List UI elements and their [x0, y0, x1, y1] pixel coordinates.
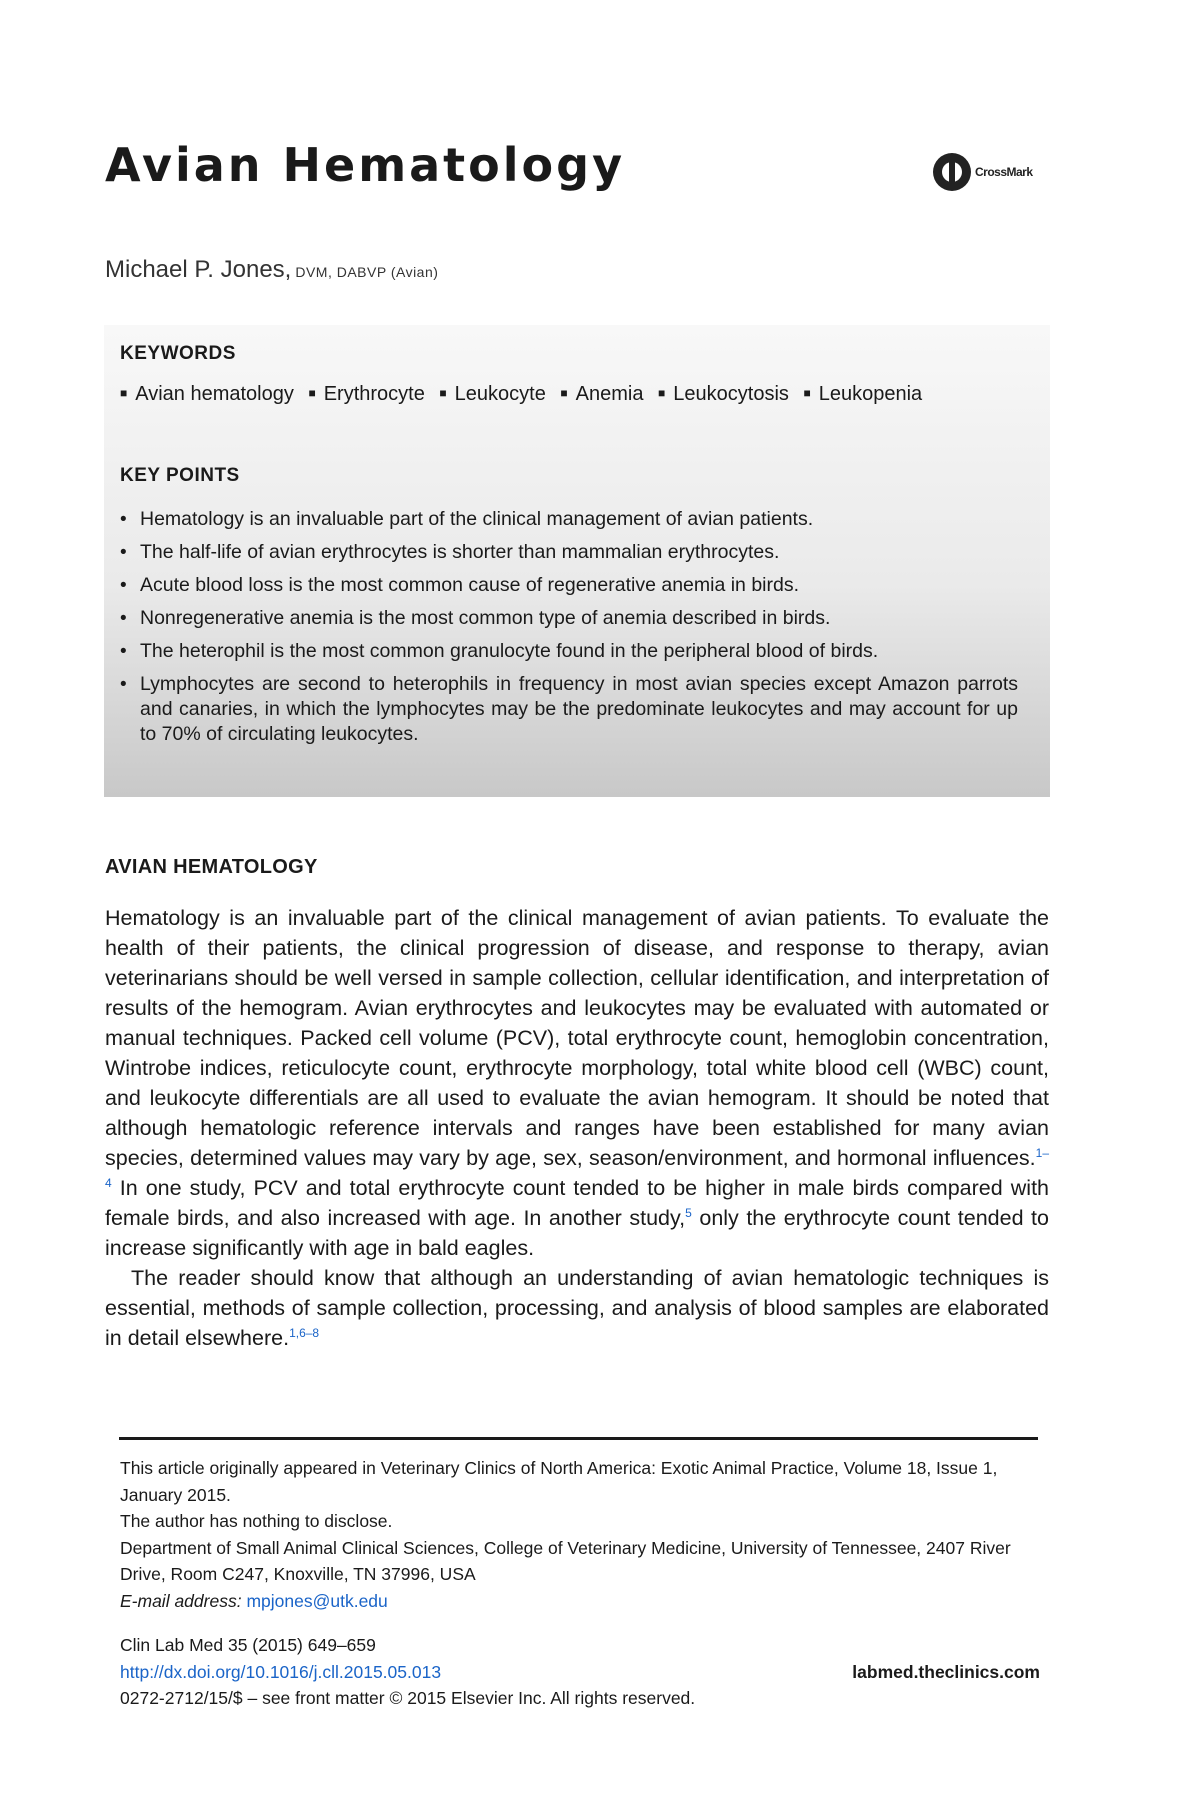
crossmark-button[interactable] — [933, 152, 1053, 192]
footnotes — [120, 1455, 1040, 1614]
keywords-list — [120, 383, 922, 406]
journal-citation: Clin Lab Med 35 (2015) 649–659 — [120, 1635, 376, 1655]
body-paragraph: Hematology is an invaluable part of the clinical management of avian patients. To evaluate the health of their patients, the clinical progression of disease, and response to therapy, avian veterinarians should be well versed in sample collection, cellular identification, and interpretation of results of the hemogram. Avian erythrocytes and leukocytes may be evaluated with automated or manual techniques. Packed cell volume (PCV), total erythrocyte count, hemoglobin concentration, Wintrobe indices, reticulocyte count, erythrocyte morphology, total white blood cell (WBC) count, and leukocyte differentials are all used to evaluate the avian hemogram. It should be noted that although hematologic reference intervals and ranges have been established for many avian species, determined values may vary by age, sex, season/environment, and hormonal influences.$^{1-4}$ In one study, PCV and total erythrocyte count tended to be higher in male birds compared with female birds, and also increased with age. In another study,$^5$ only the erythrocyte count tended to increase significantly with age in bald eagles. — [105, 906, 1049, 1260]
keywords-heading: KEYWORDS — [120, 343, 236, 364]
key-point-item: • The heterophil is the most common granulocyte found in the peripheral blood of birds. — [120, 639, 1018, 664]
keywords-box — [104, 325, 1050, 797]
article-title: Avian Hematology — [105, 138, 626, 192]
footnote-email — [120, 1588, 1040, 1615]
key-points-list — [120, 507, 1018, 755]
keyword-item: ■ Avian hematology — [120, 383, 294, 405]
author-line — [105, 256, 438, 284]
author-credentials: DVM, DABVP (Avian) — [295, 264, 439, 280]
keyword-item: ■ Leukocytosis — [658, 383, 789, 405]
footnote-disclosure: The author has nothing to disclose. — [120, 1511, 393, 1531]
body-text — [105, 903, 1049, 1353]
journal-site-link[interactable]: labmed.theclinics.com — [852, 1661, 1040, 1682]
footnote-divider — [119, 1437, 1038, 1440]
key-point-item: • The half-life of avian erythrocytes is shorter than mammalian erythrocytes. — [120, 540, 1018, 565]
key-point-item: • Nonregenerative anemia is the most common type of anemia described in birds. — [120, 606, 1018, 631]
email-link[interactable]: mpjones@utk.edu — [246, 1590, 388, 1611]
citation-block — [120, 1632, 1040, 1712]
keyword-item: ■ Erythrocyte — [308, 383, 425, 405]
key-point-item: • Hematology is an invaluable part of the clinical management of avian patients. — [120, 507, 1018, 532]
keyword-item: ■ Leukocyte — [439, 383, 546, 405]
copyright-line: 0272-2712/15/$ – see front matter © 2015 Elsevier Inc. All rights reserved. — [120, 1688, 696, 1708]
key-point-item: • Lymphocytes are second to heterophils in frequency in most avian species except Amazon parrots and canaries, in which the lymphocytes may be the predominate leukocytes and may account for up to 70% of circulating leukocytes. — [120, 672, 1018, 747]
keyword-item: ■ Leukopenia — [803, 383, 923, 405]
keyword-item: ■ Anemia — [560, 383, 644, 405]
body-paragraph: The reader should know that although an understanding of avian hematologic techniques is essential, methods of sample collection, processing, and analysis of blood samples are elaborated in detail elsewhere.$^{1,6-8}$ — [105, 1266, 1049, 1350]
crossmark-icon — [933, 153, 971, 191]
reference-link[interactable]: 5 — [685, 1205, 692, 1220]
crossmark-label: CrossMark — [975, 165, 1033, 179]
author-name: Michael P. Jones, — [105, 256, 292, 283]
section-heading: AVIAN HEMATOLOGY — [105, 856, 318, 878]
footnote-affiliation: Department of Small Animal Clinical Sciences, College of Veterinary Medicine, University of Tennessee, 2407 River Drive, Room C247, Knoxville, TN 37996, USA — [120, 1537, 1011, 1584]
doi-link[interactable]: http://dx.doi.org/10.1016/j.cll.2015.05.013 — [120, 1661, 442, 1682]
reference-link[interactable]: 1,6–8 — [289, 1325, 320, 1340]
email-label: E-mail address: — [120, 1590, 242, 1611]
reference-link[interactable]: 1–4 — [105, 1145, 1049, 1190]
key-point-item: • Acute blood loss is the most common cause of regenerative anemia in birds. — [120, 573, 1018, 598]
key-points-heading: KEY POINTS — [120, 465, 240, 486]
footnote-origin: This article originally appeared in Veterinary Clinics of North America: Exotic Animal Practice, Volume 18, Issue 1, January 2015. — [120, 1458, 998, 1505]
